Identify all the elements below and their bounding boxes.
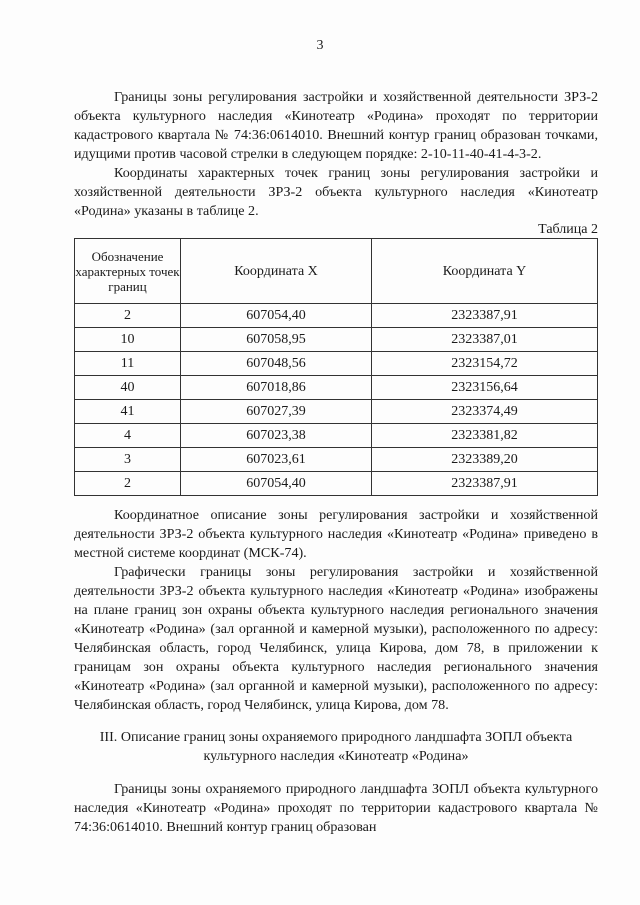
cell-point: 2 xyxy=(75,472,181,496)
table-row xyxy=(75,376,598,400)
cell-x: 607054,40 xyxy=(181,472,372,496)
cell-point: 3 xyxy=(75,448,181,472)
cell-y: 2323387,91 xyxy=(372,304,598,328)
cell-y: 2323387,01 xyxy=(372,328,598,352)
section-heading: III. Описание границ зоны охраняемого природного ландшафта ЗОПЛ объекта культурного наследия «Кинотеатр «Родина» xyxy=(99,729,573,764)
cell-point: 10 xyxy=(75,328,181,352)
table-row xyxy=(75,424,598,448)
cell-y: 2323156,64 xyxy=(372,376,598,400)
paragraph-coordinate-description: Координатное описание зоны регулирования застройки и хозяйственной деятельности ЗРЗ-2 объекта культурного наследия «Кинотеатр «Родина» приведено в местной системе координат (МСК-74). xyxy=(74,507,598,561)
cell-y: 2323387,91 xyxy=(372,472,598,496)
cell-x: 607048,56 xyxy=(181,352,372,376)
table-row xyxy=(75,472,598,496)
cell-point: 2 xyxy=(75,304,181,328)
cell-x: 607054,40 xyxy=(181,304,372,328)
header-coordinate-x: Координата X xyxy=(181,239,372,304)
page-number: 3 xyxy=(316,38,324,53)
cell-point: 41 xyxy=(75,400,181,424)
table-header-row xyxy=(75,239,598,304)
cell-y: 2323389,20 xyxy=(372,448,598,472)
paragraph-zrz-boundaries: Границы зоны регулирования застройки и хозяйственной деятельности ЗРЗ-2 объекта культурного наследия «Кинотеатр «Родина» проходят по территории кадастрового квартала № 74:36:0614010. Внешний контур границ образован точками, идущими против часовой стрелки в следующем порядке: 2-10-11-40-41-4-3-2. xyxy=(74,89,598,162)
table-row xyxy=(75,304,598,328)
document-body xyxy=(74,88,598,837)
cell-x: 607027,39 xyxy=(181,400,372,424)
header-coordinate-y: Координата Y xyxy=(372,239,598,304)
cell-x: 607018,86 xyxy=(181,376,372,400)
cell-point: 11 xyxy=(75,352,181,376)
header-point-designation: Обозначение характерных точек границ xyxy=(75,239,181,304)
coordinates-table xyxy=(74,238,598,496)
cell-x: 607023,38 xyxy=(181,424,372,448)
table-row xyxy=(75,400,598,424)
table-row xyxy=(75,352,598,376)
cell-x: 607023,61 xyxy=(181,448,372,472)
table-row xyxy=(75,328,598,352)
paragraph-zopl-boundaries: Границы зоны охраняемого природного ландшафта ЗОПЛ объекта культурного наследия «Кинотеатр «Родина» проходят по территории кадастрового квартала № 74:36:0614010. Внешний контур границ образован xyxy=(74,781,598,835)
cell-point: 40 xyxy=(75,376,181,400)
cell-point: 4 xyxy=(75,424,181,448)
cell-y: 2323154,72 xyxy=(372,352,598,376)
paragraph-graphic-boundaries: Графически границы зоны регулирования застройки и хозяйственной деятельности ЗРЗ-2 объекта культурного наследия «Кинотеатр «Родина» изображены на плане границ зон охраны объекта культурного наследия регионального значения «Кинотеатр «Родина» (зал органной и камерной музыки), расположенного по адресу: Челябинская область, город Челябинск, улица Кирова, дом 78, в приложении к границам зон охраны объекта культурного наследия регионального значения «Кинотеатр «Родина» (зал органной и камерной музыки), расположенного по адресу: Челябинская область, город Челябинск, улица Кирова, дом 78. xyxy=(74,564,598,713)
cell-y: 2323381,82 xyxy=(372,424,598,448)
cell-y: 2323374,49 xyxy=(372,400,598,424)
cell-x: 607058,95 xyxy=(181,328,372,352)
table-caption: Таблица 2 xyxy=(538,222,598,237)
table-row xyxy=(75,448,598,472)
paragraph-coordinates-intro: Координаты характерных точек границ зоны регулирования застройки и хозяйственной деятельности ЗРЗ-2 объекта культурного наследия «Кинотеатр «Родина» указаны в таблице 2. xyxy=(74,165,598,219)
